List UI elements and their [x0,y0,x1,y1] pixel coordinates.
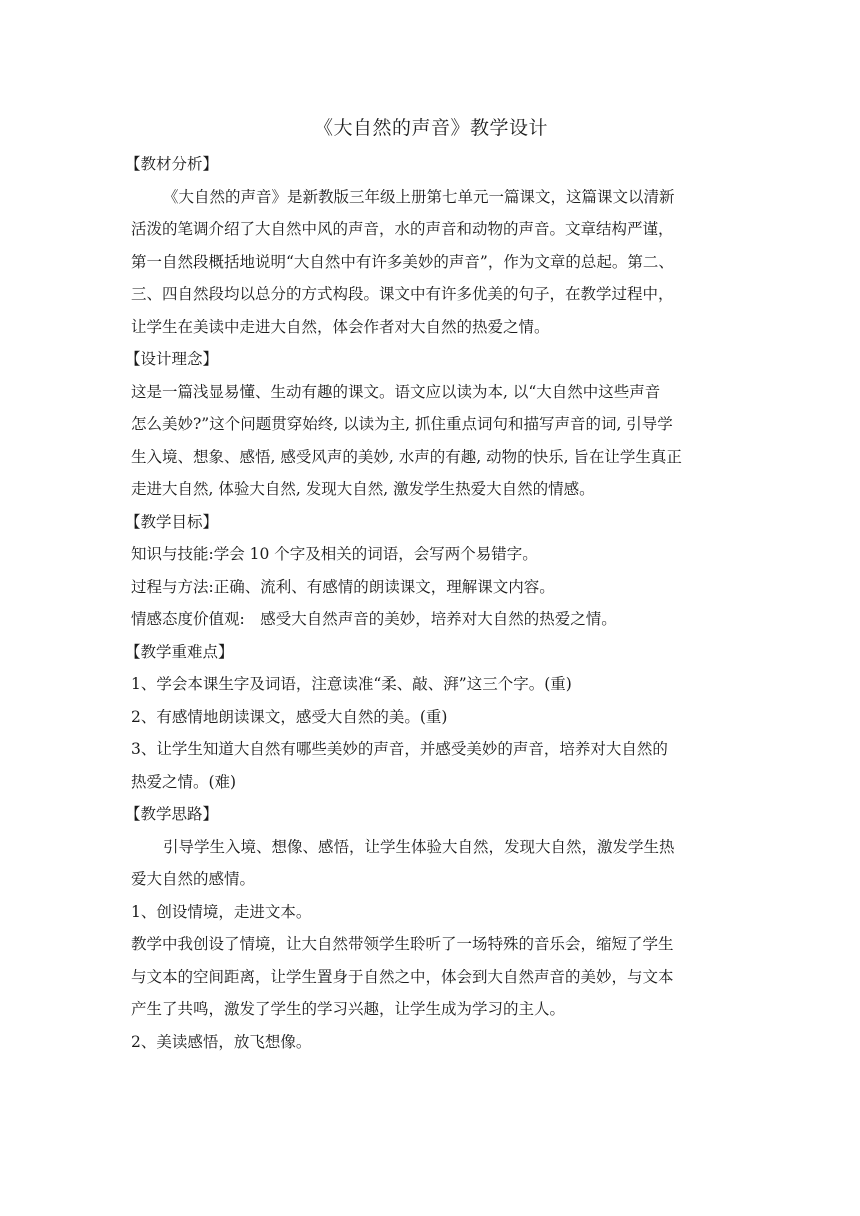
keypoint-line: 热爱之情。(难) [131,772,237,791]
approach-step1-line: 与文本的空间距离，让学生置身于自然之中，体会到大自然声音的美妙，与文本 [131,967,674,986]
goal-knowledge: 知识与技能:学会 10 个字及相关的词语，会写两个易错字。 [131,545,538,563]
concept-line: 生入境、想象、感悟, 感受风声的美妙, 水声的有趣, 动物的快乐, 旨在让学生真正 [131,447,682,466]
section-heading-analysis: 【教材分析】 [125,155,219,173]
keypoint-line: 2、有感情地朗读课文，感受大自然的美。(重) [131,707,448,726]
concept-line: 走进大自然, 体验大自然, 发现大自然, 激发学生热爱大自然的情感。 [131,480,595,498]
section-heading-keypoints: 【教学重难点】 [125,642,234,661]
section-heading-concept: 【设计理念】 [125,350,219,368]
analysis-line: 活泼的笔调介绍了大自然中风的声音，水的声音和动物的声音。文章结构严谨， [131,220,674,238]
section-heading-goals: 【教学目标】 [125,512,219,531]
concept-line: 这是一篇浅显易懂、生动有趣的课文。语文应以读为本, 以“大自然中这些声音 [131,382,661,401]
approach-step2-title: 2、美读感悟，放飞想像。 [131,1032,312,1051]
section-heading-approach: 【教学思路】 [125,805,219,823]
approach-step1-title: 1、创设情境，走进文本。 [131,902,312,921]
analysis-line: 三、四自然段均以总分的方式构段。课文中有许多优美的句子，在教学过程中， [131,285,674,303]
approach-intro-line: 引导学生入境、想像、感悟，让学生体验大自然，发现大自然，激发学生热 [163,837,675,856]
analysis-line: 第一自然段概括地说明“大自然中有许多美妙的声音”，作为文章的总起。第二、 [131,252,674,271]
keypoint-line: 1、学会本课生字及词语，注意读准“柔、敲、湃”这三个字。(重) [131,675,572,693]
concept-line: 怎么美妙?”这个问题贯穿始终, 以读为主, 抓住重点词句和描写声音的词, 引导学 [131,415,673,433]
goal-emotion: 情感态度价值观: 感受大自然声音的美妙，培养对大自然的热爱之情。 [131,610,617,628]
document-content [125,114,731,1058]
approach-step1-line: 教学中我创设了情境，让大自然带领学生聆听了一场特殊的音乐会，缩短了学生 [131,935,674,953]
keypoint-line: 3、让学生知道大自然有哪些美妙的声音，并感受美妙的声音，培养对大自然的 [131,740,668,758]
analysis-line: 《大自然的声音》是新教版三年级上册第七单元一篇课文，这篇课文以清新 [163,187,675,206]
goal-process: 过程与方法:正确、流利、有感情的朗读课文，理解课文内容。 [131,577,555,596]
approach-intro-line: 爱大自然的感情。 [131,870,256,888]
document-title: 《大自然的声音》教学设计 [313,117,548,139]
analysis-line: 让学生在美读中走进大自然，体会作者对大自然的热爱之情。 [131,317,550,336]
approach-step1-line: 产生了共鸣，激发了学生的学习兴趣，让学生成为学习的主人。 [131,1000,566,1018]
